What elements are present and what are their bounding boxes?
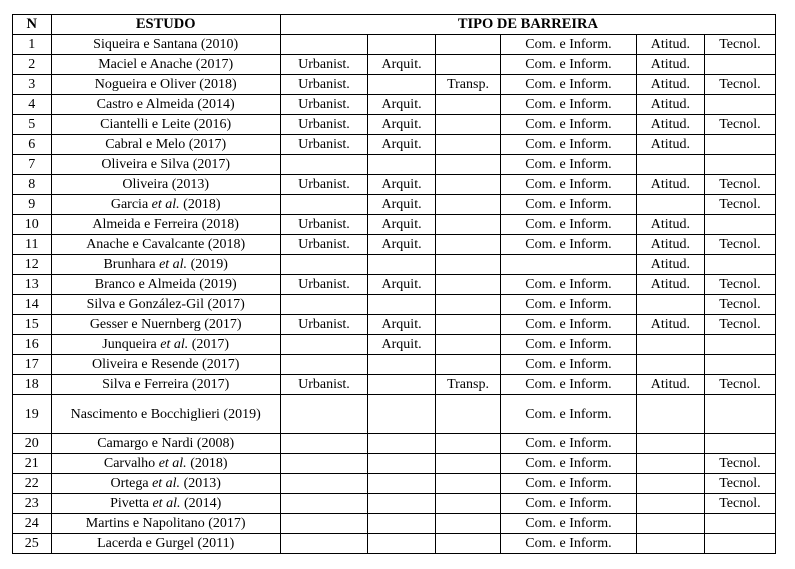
study-name: Ciantelli e Leite (2016) bbox=[100, 117, 232, 132]
study-cell bbox=[51, 335, 280, 355]
barrier-cell: Urbanist. bbox=[280, 75, 367, 95]
study-et-al: et al. bbox=[159, 257, 188, 272]
study-name: Camargo e Nardi (2008) bbox=[97, 436, 235, 451]
row-number: 25 bbox=[13, 534, 52, 554]
barrier-cell: Com. e Inform. bbox=[500, 494, 636, 514]
barrier-cell bbox=[280, 454, 367, 474]
row-number: 9 bbox=[13, 195, 52, 215]
row-number: 17 bbox=[13, 355, 52, 375]
barrier-cell bbox=[368, 75, 436, 95]
table-row bbox=[13, 375, 776, 395]
study-et-al: et al. bbox=[158, 456, 187, 471]
barrier-cell: Com. e Inform. bbox=[500, 315, 636, 335]
row-number: 5 bbox=[13, 115, 52, 135]
table-row bbox=[13, 474, 776, 494]
barrier-cell: Com. e Inform. bbox=[500, 135, 636, 155]
barrier-cell: Com. e Inform. bbox=[500, 474, 636, 494]
barrier-cell: Urbanist. bbox=[280, 235, 367, 255]
barrier-cell: Com. e Inform. bbox=[500, 35, 636, 55]
barrier-cell bbox=[436, 255, 501, 275]
barrier-cell bbox=[436, 195, 501, 215]
barrier-cell: Urbanist. bbox=[280, 95, 367, 115]
barrier-cell: Arquit. bbox=[368, 95, 436, 115]
barrier-cell bbox=[636, 514, 704, 534]
barrier-cell bbox=[636, 434, 704, 454]
barrier-cell: Tecnol. bbox=[704, 295, 775, 315]
row-number: 4 bbox=[13, 95, 52, 115]
barrier-cell bbox=[436, 335, 501, 355]
study-name: Cabral e Melo (2017) bbox=[105, 137, 227, 152]
row-number: 16 bbox=[13, 335, 52, 355]
row-number: 18 bbox=[13, 375, 52, 395]
study-cell bbox=[51, 95, 280, 115]
barrier-cell bbox=[636, 335, 704, 355]
barrier-cell bbox=[436, 235, 501, 255]
barrier-cell: Com. e Inform. bbox=[500, 295, 636, 315]
barrier-cell bbox=[704, 95, 775, 115]
row-number: 22 bbox=[13, 474, 52, 494]
table-row bbox=[13, 255, 776, 275]
header-n: N bbox=[13, 15, 52, 35]
study-name: Ortega bbox=[110, 476, 153, 491]
barrier-cell bbox=[704, 55, 775, 75]
barrier-cell: Urbanist. bbox=[280, 375, 367, 395]
study-name: Silva e Ferreira (2017) bbox=[102, 377, 230, 392]
barrier-cell bbox=[280, 335, 367, 355]
barrier-cell: Atitud. bbox=[636, 375, 704, 395]
barrier-cell bbox=[436, 275, 501, 295]
study-name: Pivetta bbox=[110, 496, 153, 511]
study-cell bbox=[51, 474, 280, 494]
barrier-cell bbox=[436, 434, 501, 454]
study-et-al: et al. bbox=[152, 496, 181, 511]
barrier-cell: Com. e Inform. bbox=[500, 355, 636, 375]
study-year: (2014) bbox=[180, 496, 222, 511]
study-year: (2013) bbox=[180, 476, 221, 491]
study-year: (2018) bbox=[186, 456, 228, 471]
study-name: Lacerda e Gurgel (2011) bbox=[97, 536, 235, 551]
barrier-cell bbox=[704, 135, 775, 155]
barrier-cell bbox=[368, 255, 436, 275]
table-row bbox=[13, 514, 776, 534]
study-name: Carvalho bbox=[103, 456, 159, 471]
barrier-cell bbox=[636, 195, 704, 215]
study-cell bbox=[51, 295, 280, 315]
study-name: Branco e Almeida (2019) bbox=[94, 277, 237, 292]
study-et-al: et al. bbox=[151, 197, 180, 212]
barrier-cell bbox=[280, 534, 367, 554]
study-cell bbox=[51, 255, 280, 275]
barrier-cell bbox=[704, 335, 775, 355]
barrier-cell bbox=[704, 514, 775, 534]
study-name: Junqueira bbox=[102, 337, 161, 352]
barrier-cell: Com. e Inform. bbox=[500, 215, 636, 235]
barrier-table bbox=[12, 14, 776, 554]
study-name: Nogueira e Oliver (2018) bbox=[94, 77, 237, 92]
study-name: Nascimento e Bocchiglieri (2019) bbox=[70, 406, 261, 422]
barrier-cell bbox=[636, 395, 704, 434]
barrier-cell bbox=[368, 295, 436, 315]
barrier-cell: Arquit. bbox=[368, 175, 436, 195]
table-row bbox=[13, 55, 776, 75]
barrier-cell: Atitud. bbox=[636, 95, 704, 115]
barrier-cell: Atitud. bbox=[636, 235, 704, 255]
barrier-cell bbox=[436, 315, 501, 335]
barrier-cell: Com. e Inform. bbox=[500, 454, 636, 474]
barrier-cell bbox=[280, 494, 367, 514]
barrier-cell bbox=[636, 494, 704, 514]
barrier-cell: Atitud. bbox=[636, 255, 704, 275]
study-cell bbox=[51, 75, 280, 95]
barrier-cell bbox=[368, 514, 436, 534]
barrier-cell bbox=[280, 434, 367, 454]
study-cell bbox=[51, 235, 280, 255]
study-name: Gesser e Nuernberg (2017) bbox=[89, 317, 242, 332]
barrier-cell: Atitud. bbox=[636, 175, 704, 195]
barrier-cell bbox=[704, 534, 775, 554]
study-cell bbox=[51, 434, 280, 454]
table-row bbox=[13, 295, 776, 315]
barrier-cell: Arquit. bbox=[368, 315, 436, 335]
header-barrier-type: TIPO DE BARREIRA bbox=[280, 15, 775, 35]
row-number: 19 bbox=[13, 395, 52, 434]
row-number: 1 bbox=[13, 35, 52, 55]
barrier-cell bbox=[500, 255, 636, 275]
barrier-cell bbox=[436, 215, 501, 235]
study-cell bbox=[51, 315, 280, 335]
barrier-cell: Atitud. bbox=[636, 315, 704, 335]
barrier-cell bbox=[436, 494, 501, 514]
barrier-cell bbox=[368, 494, 436, 514]
table-row bbox=[13, 534, 776, 554]
barrier-cell bbox=[436, 454, 501, 474]
study-name: Oliveira e Silva (2017) bbox=[101, 157, 231, 172]
study-cell bbox=[51, 215, 280, 235]
barrier-cell bbox=[368, 534, 436, 554]
row-number: 14 bbox=[13, 295, 52, 315]
barrier-cell bbox=[436, 534, 501, 554]
barrier-cell bbox=[280, 474, 367, 494]
barrier-cell bbox=[436, 395, 501, 434]
row-number: 8 bbox=[13, 175, 52, 195]
study-cell bbox=[51, 514, 280, 534]
study-name: Anache e Cavalcante (2018) bbox=[86, 237, 246, 252]
barrier-cell bbox=[280, 155, 367, 175]
study-cell bbox=[51, 135, 280, 155]
row-number: 6 bbox=[13, 135, 52, 155]
barrier-cell bbox=[636, 474, 704, 494]
table-row bbox=[13, 275, 776, 295]
barrier-cell: Arquit. bbox=[368, 195, 436, 215]
row-number: 24 bbox=[13, 514, 52, 534]
barrier-cell: Urbanist. bbox=[280, 175, 367, 195]
barrier-cell: Atitud. bbox=[636, 115, 704, 135]
barrier-cell: Tecnol. bbox=[704, 175, 775, 195]
study-cell bbox=[51, 355, 280, 375]
barrier-cell: Arquit. bbox=[368, 215, 436, 235]
barrier-cell bbox=[280, 295, 367, 315]
barrier-cell: Arquit. bbox=[368, 115, 436, 135]
barrier-cell bbox=[436, 355, 501, 375]
study-cell bbox=[51, 115, 280, 135]
study-year: (2017) bbox=[188, 337, 230, 352]
barrier-cell bbox=[436, 175, 501, 195]
barrier-cell: Com. e Inform. bbox=[500, 155, 636, 175]
barrier-cell bbox=[280, 395, 367, 434]
barrier-cell: Com. e Inform. bbox=[500, 534, 636, 554]
barrier-cell: Transp. bbox=[436, 375, 501, 395]
barrier-cell bbox=[280, 355, 367, 375]
barrier-cell bbox=[368, 35, 436, 55]
row-number: 2 bbox=[13, 55, 52, 75]
barrier-cell bbox=[368, 395, 436, 434]
barrier-cell: Atitud. bbox=[636, 135, 704, 155]
barrier-cell: Atitud. bbox=[636, 275, 704, 295]
barrier-cell: Com. e Inform. bbox=[500, 195, 636, 215]
row-number: 23 bbox=[13, 494, 52, 514]
barrier-cell bbox=[280, 195, 367, 215]
table-row bbox=[13, 395, 776, 434]
barrier-cell: Com. e Inform. bbox=[500, 434, 636, 454]
study-name: Oliveira (2013) bbox=[122, 177, 210, 192]
table-row bbox=[13, 315, 776, 335]
barrier-cell: Tecnol. bbox=[704, 115, 775, 135]
table-row bbox=[13, 95, 776, 115]
row-number: 10 bbox=[13, 215, 52, 235]
study-cell bbox=[51, 494, 280, 514]
row-number: 12 bbox=[13, 255, 52, 275]
study-cell bbox=[51, 195, 280, 215]
table-row bbox=[13, 115, 776, 135]
study-name: Silva e González-Gil (2017) bbox=[86, 297, 245, 312]
study-cell bbox=[51, 155, 280, 175]
barrier-cell bbox=[436, 35, 501, 55]
barrier-cell: Arquit. bbox=[368, 135, 436, 155]
row-number: 21 bbox=[13, 454, 52, 474]
barrier-cell: Tecnol. bbox=[704, 474, 775, 494]
study-year: (2018) bbox=[179, 197, 221, 212]
barrier-cell: Atitud. bbox=[636, 215, 704, 235]
barrier-cell bbox=[636, 295, 704, 315]
table-row bbox=[13, 235, 776, 255]
table-row bbox=[13, 175, 776, 195]
study-cell bbox=[51, 534, 280, 554]
barrier-cell bbox=[368, 454, 436, 474]
table-row bbox=[13, 494, 776, 514]
barrier-cell: Transp. bbox=[436, 75, 501, 95]
table-row bbox=[13, 195, 776, 215]
barrier-cell bbox=[368, 474, 436, 494]
barrier-cell: Arquit. bbox=[368, 275, 436, 295]
barrier-cell bbox=[436, 514, 501, 534]
barrier-cell: Tecnol. bbox=[704, 235, 775, 255]
barrier-cell: Urbanist. bbox=[280, 315, 367, 335]
table-row bbox=[13, 454, 776, 474]
barrier-cell bbox=[704, 355, 775, 375]
barrier-cell: Arquit. bbox=[368, 235, 436, 255]
barrier-cell bbox=[704, 155, 775, 175]
barrier-cell bbox=[436, 115, 501, 135]
barrier-cell: Atitud. bbox=[636, 55, 704, 75]
table-row bbox=[13, 215, 776, 235]
study-name: Castro e Almeida (2014) bbox=[96, 97, 235, 112]
study-name: Maciel e Anache (2017) bbox=[98, 57, 234, 72]
table-body bbox=[13, 35, 776, 554]
table-row bbox=[13, 434, 776, 454]
row-number: 3 bbox=[13, 75, 52, 95]
barrier-cell bbox=[636, 355, 704, 375]
barrier-cell: Urbanist. bbox=[280, 275, 367, 295]
study-cell bbox=[51, 395, 280, 434]
barrier-cell bbox=[280, 514, 367, 534]
barrier-cell bbox=[704, 215, 775, 235]
barrier-cell: Atitud. bbox=[636, 75, 704, 95]
table-row bbox=[13, 335, 776, 355]
study-cell bbox=[51, 55, 280, 75]
row-number: 20 bbox=[13, 434, 52, 454]
barrier-cell bbox=[436, 295, 501, 315]
barrier-cell bbox=[704, 434, 775, 454]
barrier-cell bbox=[368, 434, 436, 454]
barrier-cell: Com. e Inform. bbox=[500, 115, 636, 135]
study-name: Siqueira e Santana (2010) bbox=[93, 37, 239, 52]
row-number: 15 bbox=[13, 315, 52, 335]
barrier-cell bbox=[436, 155, 501, 175]
barrier-cell bbox=[436, 474, 501, 494]
barrier-cell bbox=[368, 355, 436, 375]
barrier-cell: Com. e Inform. bbox=[500, 175, 636, 195]
table-row bbox=[13, 135, 776, 155]
barrier-cell bbox=[636, 534, 704, 554]
table-row bbox=[13, 75, 776, 95]
barrier-cell bbox=[436, 135, 501, 155]
study-et-al: et al. bbox=[152, 476, 181, 491]
barrier-cell bbox=[436, 95, 501, 115]
barrier-cell: Com. e Inform. bbox=[500, 55, 636, 75]
barrier-cell: Tecnol. bbox=[704, 195, 775, 215]
barrier-cell: Atitud. bbox=[636, 35, 704, 55]
study-cell bbox=[51, 375, 280, 395]
barrier-cell bbox=[436, 55, 501, 75]
barrier-cell bbox=[636, 454, 704, 474]
barrier-cell: Tecnol. bbox=[704, 315, 775, 335]
header-row bbox=[13, 15, 776, 35]
barrier-cell: Com. e Inform. bbox=[500, 75, 636, 95]
barrier-cell: Tecnol. bbox=[704, 35, 775, 55]
barrier-cell: Tecnol. bbox=[704, 75, 775, 95]
study-cell bbox=[51, 175, 280, 195]
barrier-cell bbox=[368, 155, 436, 175]
study-cell bbox=[51, 275, 280, 295]
barrier-cell: Com. e Inform. bbox=[500, 514, 636, 534]
barrier-cell: Arquit. bbox=[368, 335, 436, 355]
study-name: Brunhara bbox=[103, 257, 160, 272]
barrier-cell: Com. e Inform. bbox=[500, 335, 636, 355]
study-year: (2019) bbox=[187, 257, 228, 272]
study-et-al: et al. bbox=[160, 337, 189, 352]
table-row bbox=[13, 155, 776, 175]
barrier-cell bbox=[704, 255, 775, 275]
study-name: Garcia bbox=[110, 197, 152, 212]
barrier-cell bbox=[636, 155, 704, 175]
row-number: 13 bbox=[13, 275, 52, 295]
barrier-cell: Tecnol. bbox=[704, 494, 775, 514]
barrier-cell: Urbanist. bbox=[280, 215, 367, 235]
row-number: 7 bbox=[13, 155, 52, 175]
barrier-cell bbox=[280, 35, 367, 55]
barrier-cell: Arquit. bbox=[368, 55, 436, 75]
barrier-cell bbox=[704, 395, 775, 434]
barrier-cell: Com. e Inform. bbox=[500, 395, 636, 434]
table-row bbox=[13, 355, 776, 375]
barrier-cell: Com. e Inform. bbox=[500, 235, 636, 255]
barrier-cell: Com. e Inform. bbox=[500, 95, 636, 115]
barrier-cell: Urbanist. bbox=[280, 135, 367, 155]
row-number: 11 bbox=[13, 235, 52, 255]
study-name: Martins e Napolitano (2017) bbox=[85, 516, 246, 531]
barrier-cell: Tecnol. bbox=[704, 454, 775, 474]
barrier-cell: Com. e Inform. bbox=[500, 275, 636, 295]
study-cell bbox=[51, 35, 280, 55]
header-study: ESTUDO bbox=[51, 15, 280, 35]
study-cell bbox=[51, 454, 280, 474]
barrier-cell bbox=[280, 255, 367, 275]
study-name: Almeida e Ferreira (2018) bbox=[92, 217, 239, 232]
study-name: Oliveira e Resende (2017) bbox=[92, 357, 240, 372]
barrier-cell: Tecnol. bbox=[704, 275, 775, 295]
barrier-cell: Com. e Inform. bbox=[500, 375, 636, 395]
table-row bbox=[13, 35, 776, 55]
barrier-cell bbox=[368, 375, 436, 395]
barrier-cell: Urbanist. bbox=[280, 115, 367, 135]
barrier-cell: Tecnol. bbox=[704, 375, 775, 395]
barrier-cell: Urbanist. bbox=[280, 55, 367, 75]
